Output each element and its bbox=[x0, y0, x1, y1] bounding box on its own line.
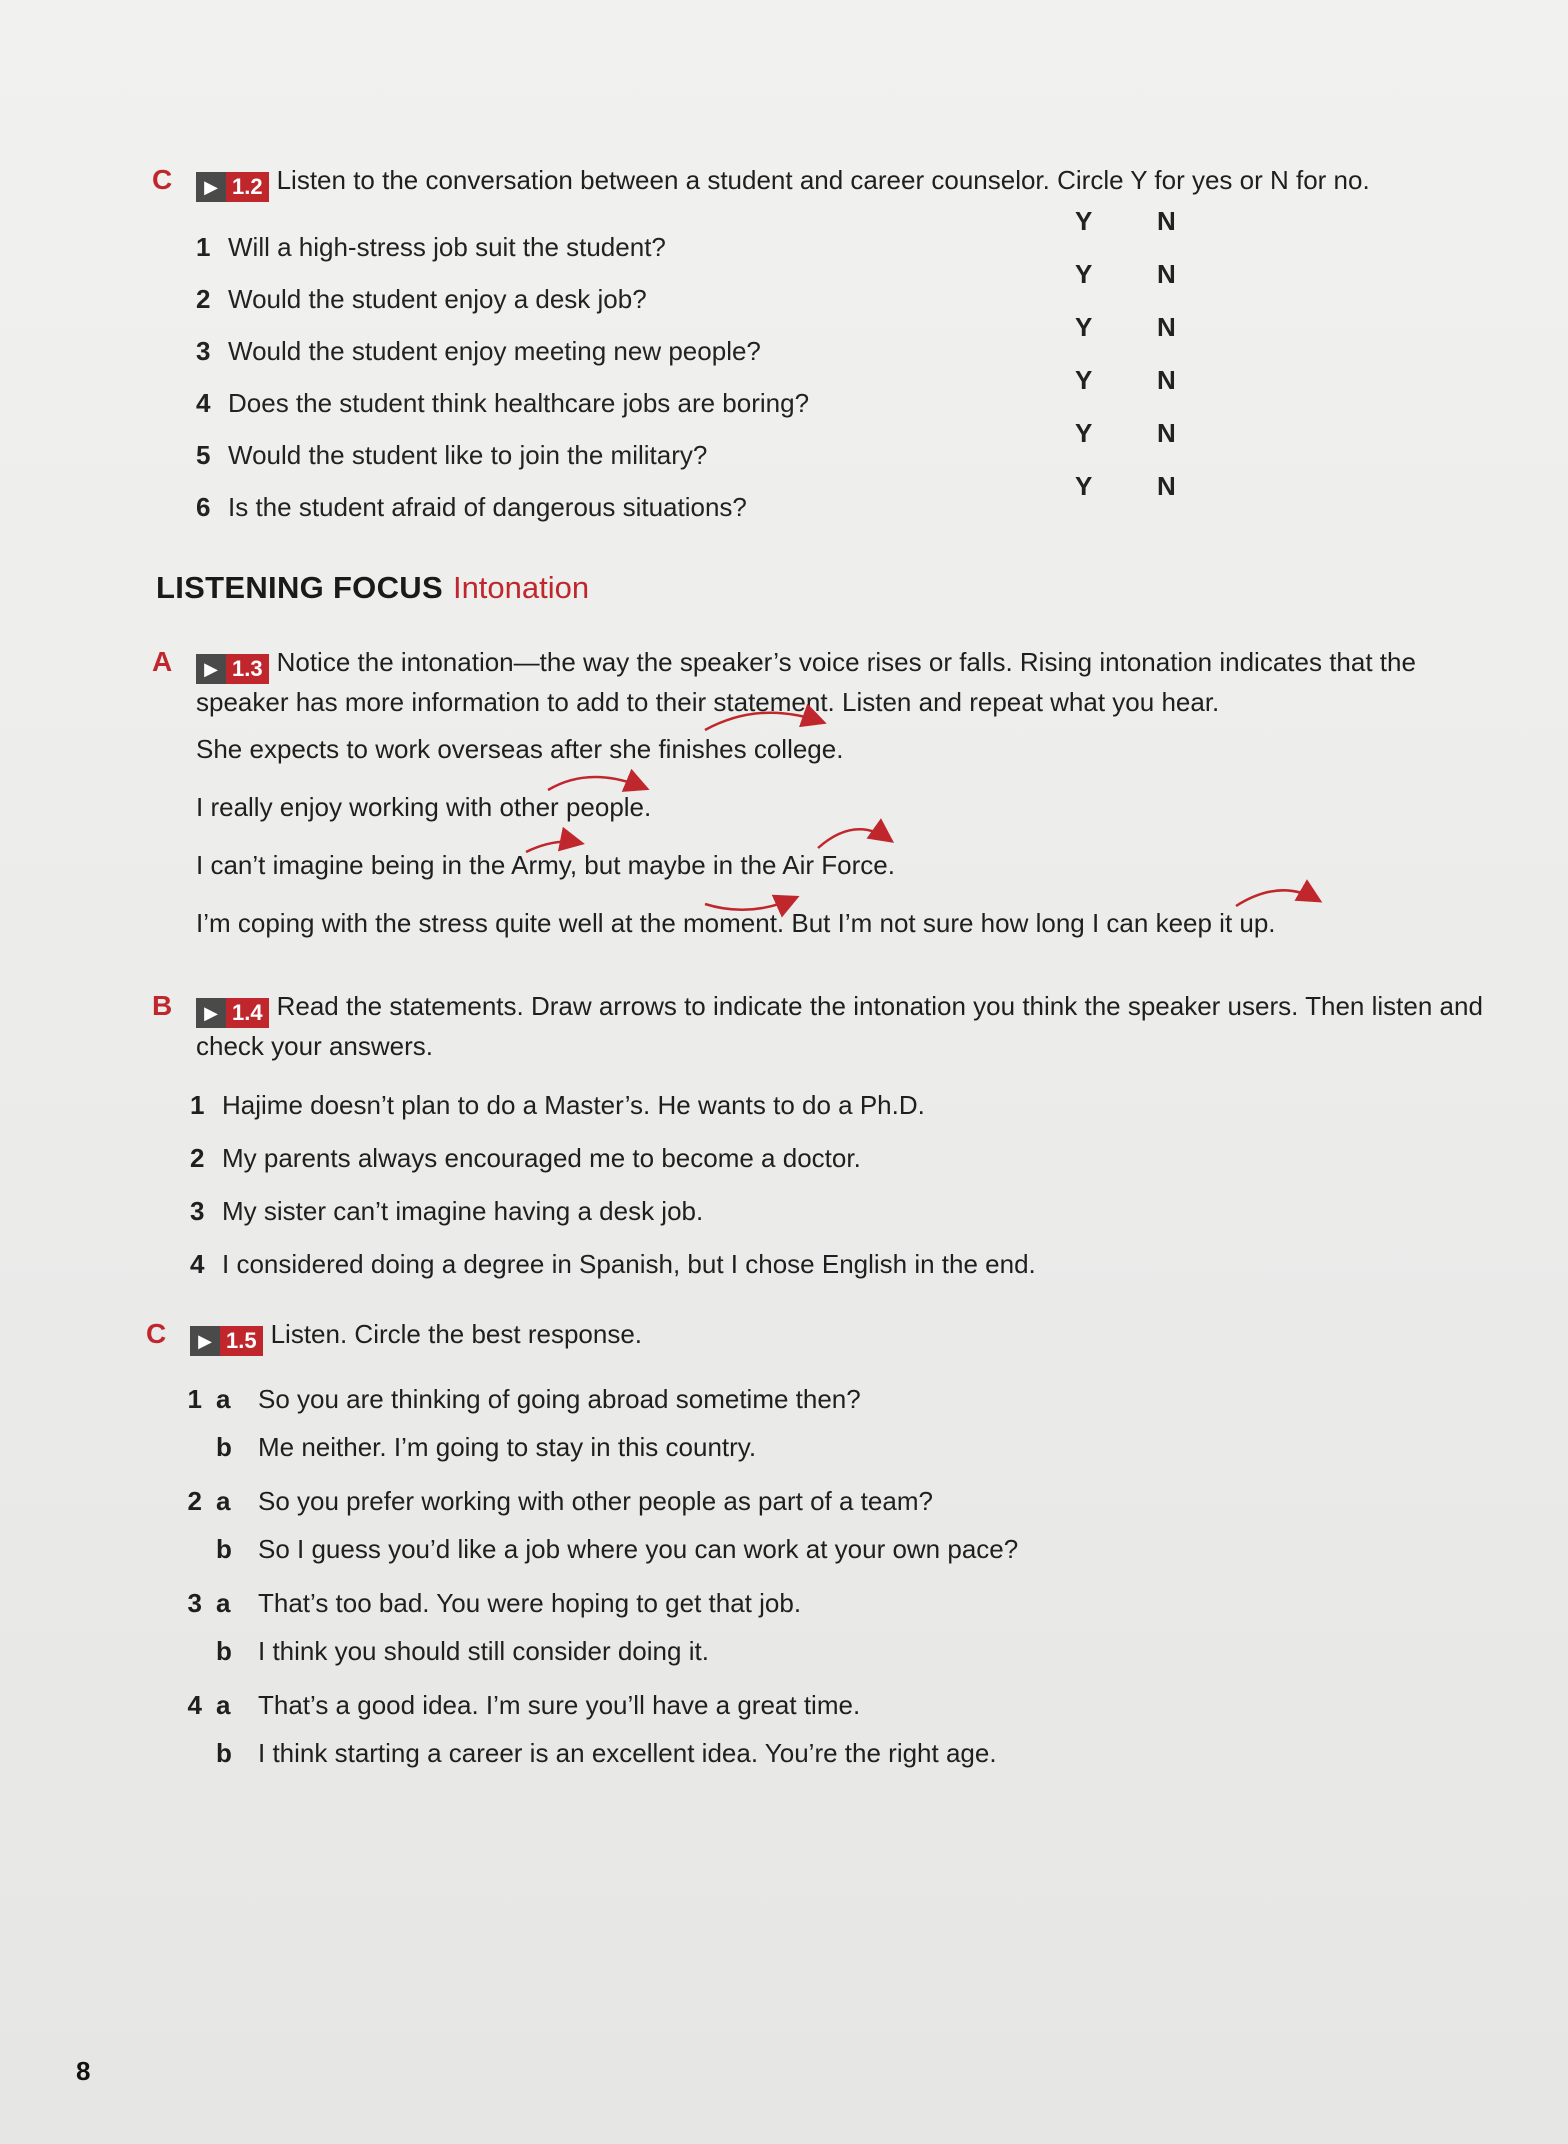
question-row: 2 Would the student enjoy a desk job? bbox=[196, 284, 647, 314]
statement-row: 3 My sister can’t imagine having a desk job. bbox=[190, 1196, 704, 1226]
yes-option[interactable]: Y bbox=[1075, 471, 1093, 501]
track-number: 1.5 bbox=[220, 1326, 263, 1356]
response-option[interactable]: b I think starting a career is an excellent idea. You’re the right age. bbox=[216, 1738, 997, 1768]
no-option[interactable]: N bbox=[1157, 471, 1176, 501]
response-option[interactable]: b I think you should still consider doing it. bbox=[216, 1636, 709, 1666]
no-option[interactable]: N bbox=[1157, 418, 1176, 448]
response-option[interactable]: 1 a So you are thinking of going abroad sometime then? bbox=[187, 1384, 861, 1414]
example-sentence: I really enjoy working with other people. bbox=[196, 792, 652, 822]
rising-arrow bbox=[526, 842, 580, 852]
response-option[interactable]: b Me neither. I’m going to stay in this country. bbox=[216, 1432, 757, 1462]
rising-arrow bbox=[705, 898, 795, 910]
example-sentence: I’m coping with the stress quite well at the moment. But I’m not sure how long I can keep it up. bbox=[196, 908, 1276, 938]
track-number: 1.2 bbox=[226, 172, 269, 202]
play-icon[interactable]: ▶ bbox=[196, 172, 226, 202]
section-c-1-5-instruction bbox=[146, 1316, 1480, 1356]
play-icon[interactable]: ▶ bbox=[196, 998, 226, 1028]
no-option[interactable]: N bbox=[1157, 312, 1176, 342]
section-letter: C bbox=[152, 164, 173, 195]
yes-option[interactable]: Y bbox=[1075, 418, 1093, 448]
statement-row: 4 I considered doing a degree in Spanish, but I chose English in the end. bbox=[190, 1249, 1036, 1279]
response-option[interactable]: 3 a That’s too bad. You were hoping to get that job. bbox=[187, 1588, 802, 1618]
instruction-text: Read the statements. Draw arrows to indicate the intonation you think the speaker users. Then listen and check your answers. bbox=[196, 991, 1483, 1061]
no-option[interactable]: N bbox=[1157, 365, 1176, 395]
statement-row: 2 My parents always encouraged me to become a doctor. bbox=[190, 1143, 861, 1173]
section-letter: C bbox=[146, 1318, 167, 1349]
question-row: 3 Would the student enjoy meeting new people? bbox=[196, 336, 761, 366]
rising-arrow bbox=[818, 829, 890, 848]
section-b-1-4-instruction bbox=[152, 988, 1486, 1064]
response-option[interactable]: b So I guess you’d like a job where you can work at your own pace? bbox=[216, 1534, 1019, 1564]
question-row: 1 Will a high-stress job suit the student? bbox=[196, 232, 666, 262]
page-number: 8 bbox=[76, 2056, 91, 2086]
section-letter: B bbox=[152, 990, 173, 1021]
audio-badge[interactable] bbox=[190, 1326, 263, 1356]
question-row: 4 Does the student think healthcare jobs are boring? bbox=[196, 388, 810, 418]
rising-arrow bbox=[548, 777, 645, 790]
heading-subtitle: Intonation bbox=[452, 570, 590, 605]
instruction-text: Notice the intonation—the way the speaker’s voice rises or falls. Rising intonation indicates that the speaker has more information to add to their statement. Listen and repeat what you hear. bbox=[196, 647, 1416, 717]
response-option[interactable]: 2 a So you prefer working with other people as part of a team? bbox=[187, 1486, 933, 1516]
play-icon[interactable]: ▶ bbox=[196, 654, 226, 684]
heading-title: LISTENING FOCUS bbox=[156, 570, 443, 605]
yes-option[interactable]: Y bbox=[1075, 365, 1093, 395]
rising-arrow bbox=[1236, 890, 1318, 906]
track-number: 1.3 bbox=[226, 654, 269, 684]
statement-row: 1 Hajime doesn’t plan to do a Master’s. He wants to do a Ph.D. bbox=[190, 1090, 925, 1120]
response-option[interactable]: 4 a That’s a good idea. I’m sure you’ll have a great time. bbox=[187, 1690, 861, 1720]
yes-option[interactable]: Y bbox=[1075, 312, 1093, 342]
no-option[interactable]: N bbox=[1157, 206, 1176, 236]
audio-badge[interactable] bbox=[196, 998, 269, 1028]
question-row: 6 Is the student afraid of dangerous situations? bbox=[196, 492, 747, 522]
yes-option[interactable]: Y bbox=[1075, 206, 1093, 236]
play-icon[interactable]: ▶ bbox=[190, 1326, 220, 1356]
instruction-text: Listen. Circle the best response. bbox=[270, 1319, 643, 1349]
question-row: 5 Would the student like to join the military? bbox=[196, 440, 708, 470]
track-number: 1.4 bbox=[226, 998, 269, 1028]
yes-option[interactable]: Y bbox=[1075, 259, 1093, 289]
instruction-text: Listen to the conversation between a student and career counselor. Circle Y for yes or N for no. bbox=[276, 165, 1370, 195]
example-sentence: She expects to work overseas after she finishes college. bbox=[196, 734, 844, 764]
no-option[interactable]: N bbox=[1157, 259, 1176, 289]
rising-arrow bbox=[705, 713, 822, 730]
section-letter: A bbox=[152, 646, 173, 677]
example-sentence: I can’t imagine being in the Army, but maybe in the Air Force. bbox=[196, 850, 895, 880]
